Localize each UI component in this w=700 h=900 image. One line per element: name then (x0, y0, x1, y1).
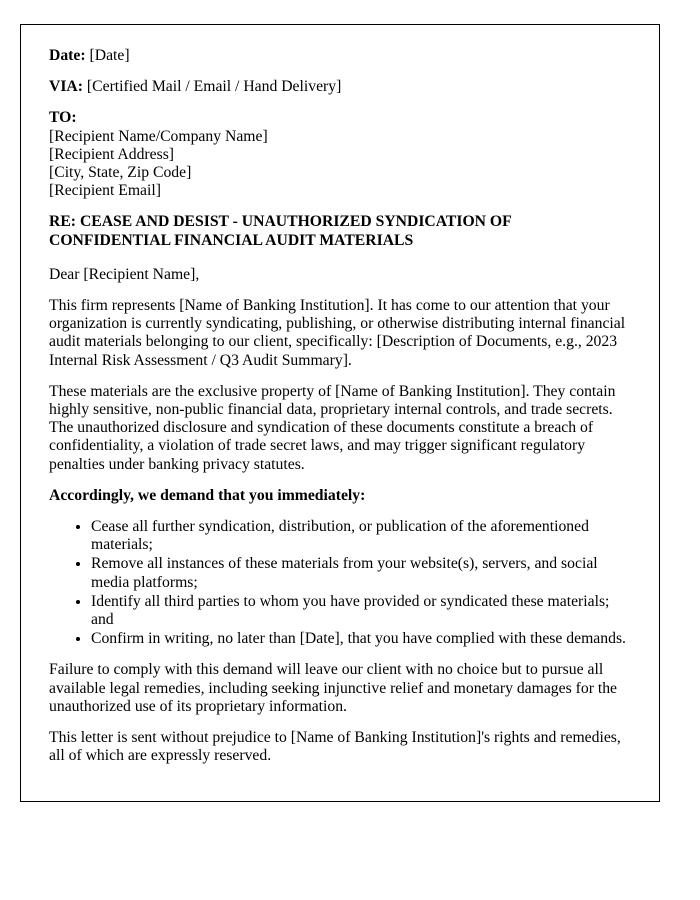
demand-item-4: • Confirm in writing, no later than [Date], that you have complied with these demands. (91, 630, 631, 648)
demand-item-1: • Cease all further syndication, distribution, or publication of the aforementioned materials; (91, 518, 631, 554)
closing-paragraph-2: This letter is sent without prejudice to [Name of Banking Institution]'s rights and remedies, all of which are expressly reserved. (49, 729, 621, 765)
recipient-name-line: [Recipient Name/Company Name] (49, 127, 268, 145)
via-line (49, 78, 631, 96)
body-paragraph-2: These materials are the exclusive property of [Name of Banking Institution]. They contain highly sensitive, non-public financial data, proprietary internal controls, and trade secrets. The unauthorized disclosure and syndication of these documents constitute a breach of confidentiality, a violation of trade secret laws, and may trigger significant regulatory penalties under banking privacy statutes. (49, 382, 616, 473)
date-label: Date: (49, 47, 86, 64)
letter-page (20, 24, 660, 802)
closing-paragraph-1: Failure to comply with this demand will leave our client with no choice but to pursue all available legal remedies, including seeking injunctive relief and monetary damages for the unauthorized use of its proprietary information. (49, 661, 618, 715)
demand-item-3: • Identify all third parties to whom you have provided or syndicated these materials; and (91, 593, 631, 629)
to-label: TO: (49, 109, 77, 127)
salutation: Dear [Recipient Name], (49, 265, 200, 283)
recipient-city-line: [City, State, Zip Code] (49, 164, 192, 182)
recipient-address-line: [Recipient Address] (49, 145, 175, 163)
closing-section (49, 661, 631, 765)
via-value: [Certified Mail / Email / Hand Delivery] (86, 78, 342, 96)
demands-list (49, 518, 631, 648)
body-paragraph-1: This firm represents [Name of Banking Institution]. It has come to our attention that your organization is currently syndicating, publishing, or otherwise distributing internal financial audit materials belonging to our client, specifically: [Description of Documents, e.g., 2023 Internal Risk Assessment / Q3 Audit Summary]. (49, 297, 626, 369)
recipient-email-line: [Recipient Email] (49, 182, 161, 200)
via-label: VIA: (49, 78, 83, 96)
recipient-block (49, 109, 631, 200)
date-line (49, 47, 631, 65)
date-value: [Date] (89, 47, 130, 64)
demands-heading: Accordingly, we demand that you immediately: (49, 486, 366, 504)
demand-item-2: • Remove all instances of these materials from your website(s), servers, and social media platforms; (91, 555, 631, 591)
re-subject-heading: RE: CEASE AND DESIST - UNAUTHORIZED SYNDICATION OF CONFIDENTIAL FINANCIAL AUDIT MATERIALS (49, 213, 512, 249)
